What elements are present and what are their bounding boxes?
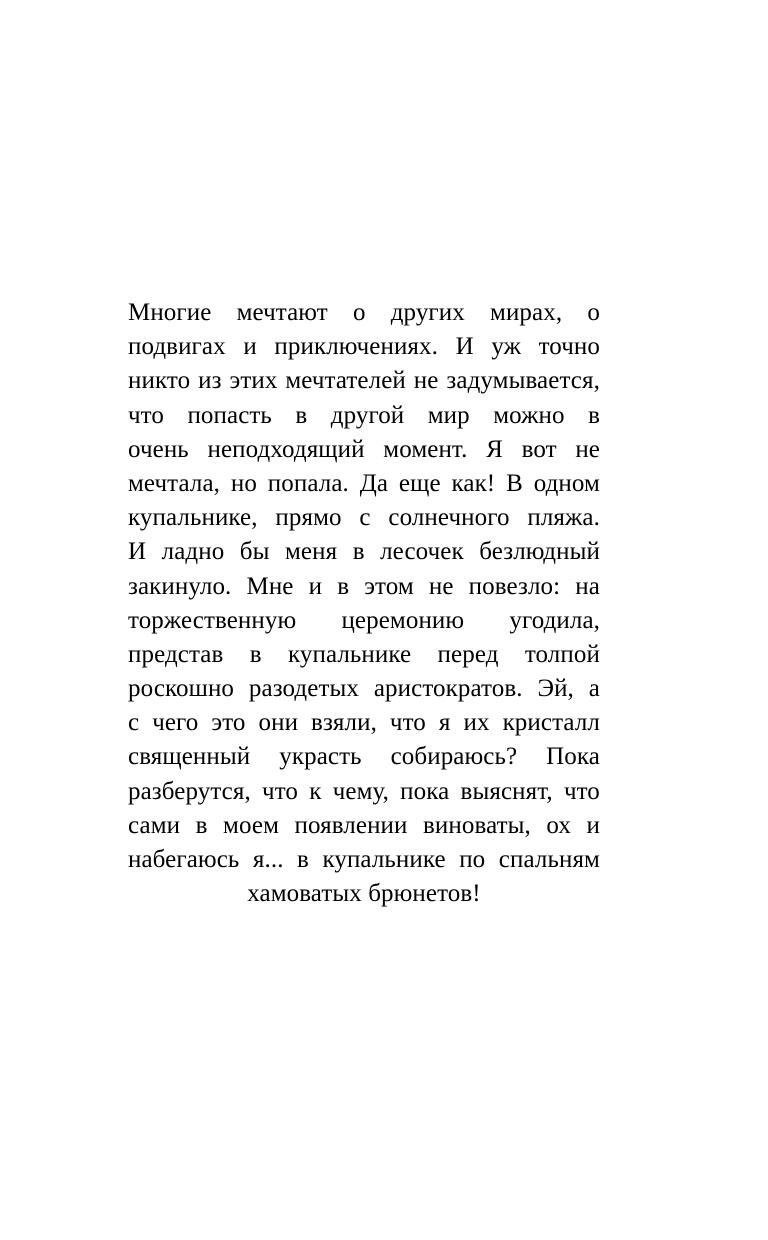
text-line: И ладно бы меня в лесочек безлюдный [128,538,600,566]
text-line: представ в купальнике перед толпой [128,640,600,668]
text-line: что попасть в другой мир можно в [128,401,600,429]
text-line: закинуло. Мне и в этом не повезло: на [128,572,600,600]
annotation-text [128,296,600,911]
text-line: подвигах и приключениях. И уж точно [128,333,600,361]
text-line: с чего это они взяли, что я их кристалл [128,709,600,737]
text-line: никто из этих мечтателей не задумывается, [128,367,600,395]
text-line: сами в моем появлении виноваты, ох и [128,811,600,839]
text-line: очень неподходящий момент. Я вот не [128,435,600,463]
text-line-final: хамоватых брюнетов! [247,880,481,908]
text-line: купальнике, прямо с солнечного пляжа. [128,504,600,532]
text-line: священный украсть собираюсь? Пока [128,743,600,771]
text-line: мечтала, но попала. Да еще как! В одном [128,469,600,497]
text-line: роскошно разодетых аристократов. Эй, а [128,675,600,703]
text-line: набегаюсь я... в купальнике по спальням [128,846,600,873]
text-line: разберутся, что к чему, пока выяснят, что [128,777,600,805]
text-line: Многие мечтают о других мирах, о [128,299,600,326]
text-line: торжественную церемонию угодила, [128,606,600,634]
